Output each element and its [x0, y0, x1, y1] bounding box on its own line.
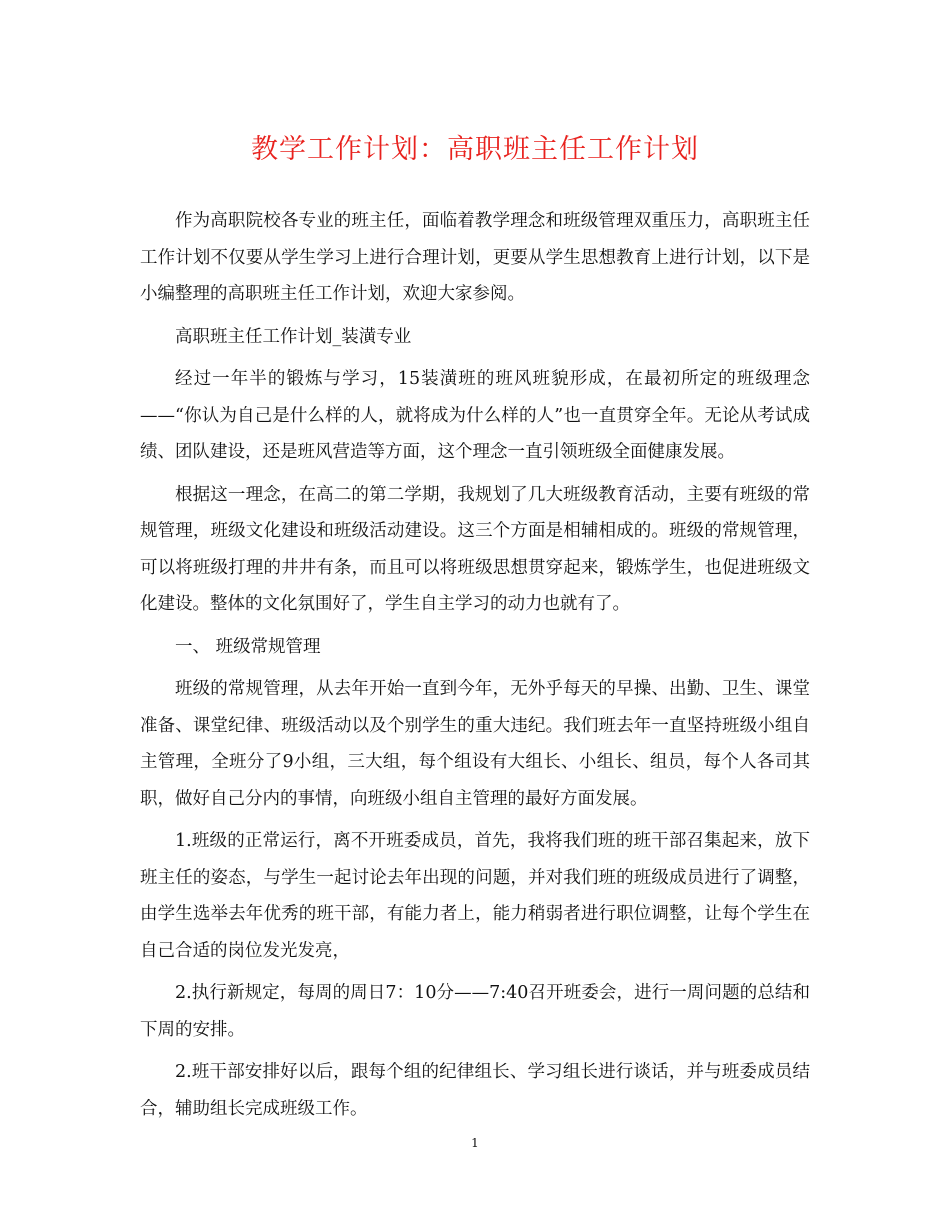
body-paragraph: 班级的常规管理，从去年开始一直到今年，无外乎每天的早操、出勤、卫生、课堂准备、课堂纪律、班级活动以及个别学生的重大违纪。我们班去年一直坚持班级小组自主管理，全班分了9小组，三大组，每个组设有大组长、小组长、组员，每个人各司其职，做好自己分内的事情，向班级小组自主管理的最好方面发展。: [140, 679, 810, 809]
section-subtitle: 高职班主任工作计划_装潢专业: [175, 326, 412, 347]
document-title: 教学工作计划：高职班主任工作计划: [251, 134, 699, 165]
body-paragraph: 根据这一理念，在高二的第二学期，我规划了几大班级教育活动，主要有班级的常规管理，班级文化建设和班级活动建设。这三个方面是相辅相成的。班级的常规管理，可以将班级打理的井井有条，而且可以将班级思想贯穿起来，锻炼学生，也促进班级文化建设。整体的文化氛围好了，学生自主学习的动力也就有了。: [140, 484, 810, 614]
section-heading: 一、 班级常规管理: [175, 636, 321, 657]
document-body: [140, 203, 810, 1133]
body-paragraph: 经过一年半的锻炼与学习，15装潢班的班风班貌形成，在最初所定的班级理念——“你认为自己是什么样的人，就将成为什么样的人”也一直贯穿全年。无论从考试成绩、团队建设，还是班风营造等方面，这个理念一直引领班级全面健康发展。: [140, 369, 810, 462]
page-number: 1: [471, 1136, 479, 1150]
list-item: 2.执行新规定，每周的周日7：10分——7:40召开班委会，进行一周问题的总结和下周的安排。: [140, 983, 810, 1040]
list-item: 2.班干部安排好以后，跟每个组的纪律组长、学习组长进行谈话，并与班委成员结合，辅助组长完成班级工作。: [140, 1062, 810, 1119]
intro-paragraph: 作为高职院校各专业的班主任，面临着教学理念和班级管理双重压力，高职班主任工作计划不仅要从学生学习上进行合理计划，更要从学生思想教育上进行计划，以下是小编整理的高职班主任工作计划，欢迎大家参阅。: [140, 211, 810, 304]
list-item: 1.班级的正常运行，离不开班委成员，首先，我将我们班的班干部召集起来，放下班主任的姿态，与学生一起讨论去年出现的问题，并对我们班的班级成员进行了调整，由学生选举去年优秀的班干部，有能力者上，能力稍弱者进行职位调整，让每个学生在自己合适的岗位发光发亮，: [140, 831, 810, 961]
